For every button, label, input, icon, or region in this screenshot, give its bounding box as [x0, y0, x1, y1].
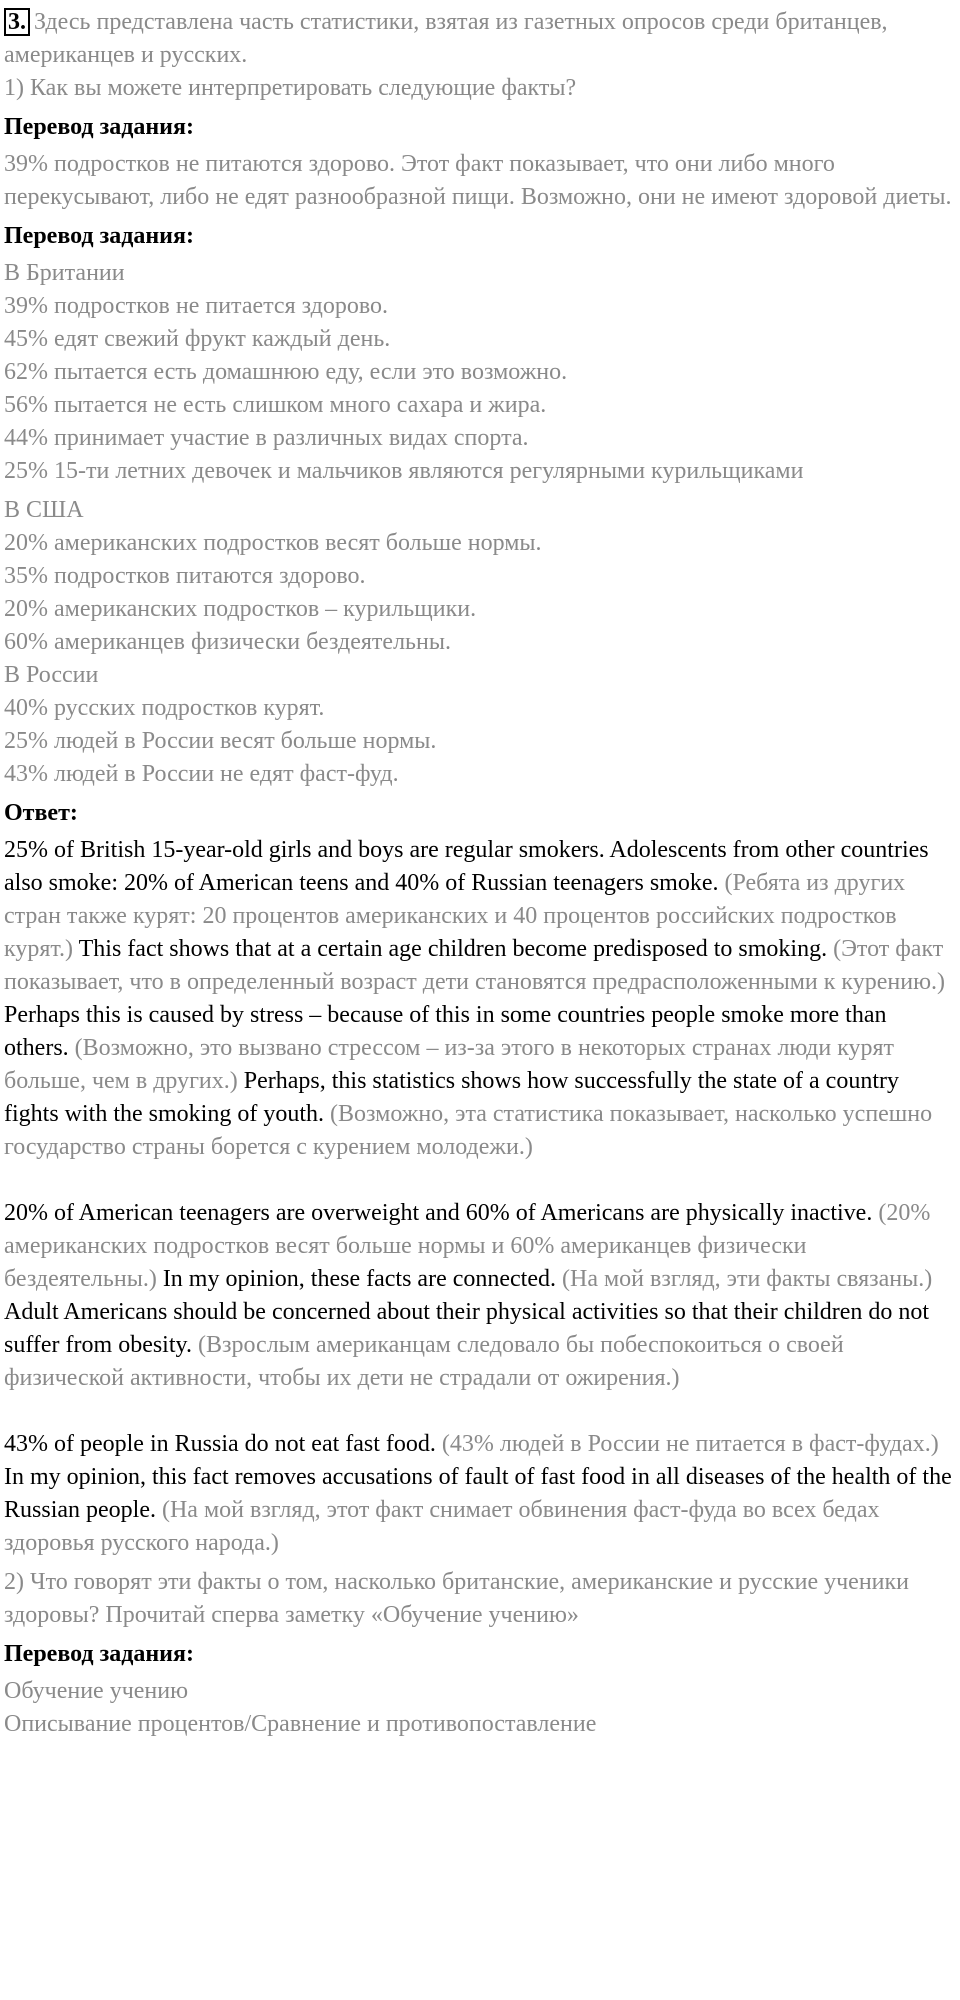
stats-britain-title: В Британии: [4, 260, 125, 286]
task-intro: [4, 6, 956, 72]
answer-en: This fact shows that at a certain age children become predisposed to smoking.: [78, 936, 828, 962]
answer-ru: (Возможно, эта статистика показывает, насколько успешно государство страны борется с курением молодежи.): [4, 1101, 933, 1160]
stats-russia-title: В России: [4, 662, 99, 688]
answer-ru: (20% американских подростков весят больше нормы и 60% американцев физически бездеятельны.): [4, 1200, 931, 1292]
stats-line: 45% едят свежий фрукт каждый день.: [4, 326, 391, 352]
answer-heading: Ответ:: [4, 800, 78, 826]
stats-britain: [4, 257, 956, 488]
question-2: 2) Что говорят эти факты о том, насколько британские, американские и русские ученики здоровы? Прочитай сперва заметку «Обучение учению»: [4, 1569, 910, 1628]
translation-2-line: Описывание процентов/Сравнение и противопоставление: [4, 1711, 597, 1737]
answer-ru: (Возможно, это вызвано стрессом – из-за этого в некоторых странах люди курят больше, чем в других.): [4, 1035, 895, 1094]
answer-en: Perhaps this is caused by stress – because of this in some countries people smoke more than others.: [4, 1002, 887, 1061]
answer-en: In my opinion, this fact removes accusations of fault of fast food in all diseases of the health of the Russian people.: [4, 1464, 952, 1523]
stats-line: 43% людей в России не едят фаст-фуд.: [4, 761, 399, 787]
answer-paragraph-2: [4, 1197, 956, 1395]
stats-russia: [4, 659, 956, 791]
stats-usa: [4, 494, 956, 659]
stats-line: 44% принимает участие в различных видах спорта.: [4, 425, 529, 451]
stats-line: 25% людей в России весят больше нормы.: [4, 728, 437, 754]
answer-en: Adult Americans should be concerned about their physical activities so that their children do not suffer from obesity.: [4, 1299, 930, 1358]
answer-en: 25% of British 15-year-old girls and boys are regular smokers. Adolescents from other countries also smoke: 20% of American teens and 40% of Russian teenagers smoke.: [4, 837, 929, 896]
answer-ru: (43% людей в России не питается в фаст-фудах.): [441, 1431, 939, 1457]
task-intro-text: Здесь представлена часть статистики, взятая из газетных опросов среди британцев, американцев и русских.: [4, 9, 888, 68]
task-number: 3.: [4, 8, 30, 36]
translation-heading-2: Перевод задания:: [4, 223, 194, 249]
answer-paragraph-3: [4, 1428, 956, 1560]
answer-en: Perhaps, this statistics shows how successfully the state of a country fights with the smoking of youth.: [4, 1068, 899, 1127]
stats-line: 20% американских подростков – курильщики.: [4, 596, 477, 622]
translation-heading-1: Перевод задания:: [4, 114, 194, 140]
stats-line: 39% подростков не питается здорово.: [4, 293, 389, 319]
answer-ru: (На мой взгляд, эти факты связаны.): [562, 1266, 933, 1292]
answer-ru: (Взрослым американцам следовало бы побеспокоиться о своей физической активности, чтобы их дети не страдали от ожирения.): [4, 1332, 844, 1391]
stats-usa-title: В США: [4, 497, 84, 523]
answer-en: 20% of American teenagers are overweight and 60% of Americans are physically inactive.: [4, 1200, 873, 1226]
translation-heading-3: Перевод задания:: [4, 1641, 194, 1667]
stats-line: 62% пытается есть домашнюю еду, если это возможно.: [4, 359, 568, 385]
stats-line: 35% подростков питаются здорово.: [4, 563, 366, 589]
answer-ru: (На мой взгляд, этот факт снимает обвинения фаст-фуда во всех бедах здоровья русского народа.): [4, 1497, 880, 1556]
stats-line: 60% американцев физически бездеятельны.: [4, 629, 451, 655]
answer-en: In my opinion, these facts are connected.: [162, 1266, 556, 1292]
question-1: 1) Как вы можете интерпретировать следующие факты?: [4, 75, 577, 101]
answer-ru: (Ребята из других стран также курят: 20 процентов американских и 40 процентов российских подростков курят.): [4, 870, 906, 962]
stats-line: 56% пытается не есть слишком много сахара и жира.: [4, 392, 547, 418]
translation-1: 39% подростков не питаются здорово. Этот факт показывает, что они либо много перекусывают, либо не едят разнообразной пищи. Возможно, они не имеют здоровой диеты.: [4, 151, 952, 210]
translation-2-line: Обучение учению: [4, 1678, 189, 1704]
answer-en: 43% of people in Russia do not eat fast food.: [4, 1431, 436, 1457]
answer-paragraph-1: [4, 834, 956, 1164]
stats-line: 40% русских подростков курят.: [4, 695, 325, 721]
translation-2: [4, 1675, 956, 1741]
answer-ru: (Этот факт показывает, что в определенный возраст дети становятся предрасположенными к курению.): [4, 936, 946, 995]
stats-line: 25% 15-ти летних девочек и мальчиков являются регулярными курильщиками: [4, 458, 804, 484]
stats-line: 20% американских подростков весят больше нормы.: [4, 530, 542, 556]
